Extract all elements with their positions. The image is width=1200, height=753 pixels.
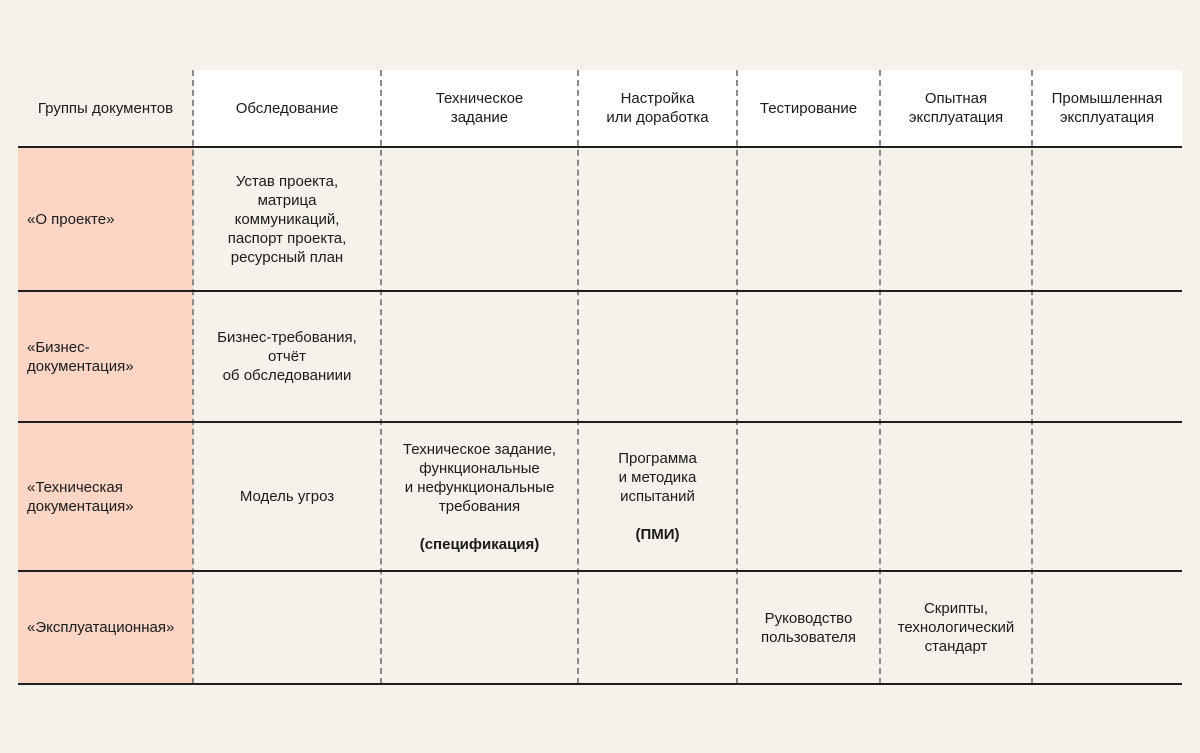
column-divider xyxy=(577,70,579,684)
group-business: «Бизнес- документация» xyxy=(27,338,134,375)
cell-business-survey: Бизнес-требования, отчёт об обследованиии xyxy=(217,329,357,384)
cell-technical-spec xyxy=(381,423,578,570)
cell-project-survey: Устав проекта, матрица коммуникаций, паспорт проекта, ресурсный план xyxy=(227,172,347,266)
header-setup: Настройка или доработка xyxy=(606,90,709,126)
group-operational: «Эксплуатационная» xyxy=(27,619,175,636)
cell-operational-pilot: Скрипты, технологический стандарт xyxy=(897,600,1015,655)
group-project: «О проекте» xyxy=(27,210,115,228)
header-testing: Тестирование xyxy=(759,99,858,117)
header-pilot-operation: Опытная эксплуатация xyxy=(908,90,1004,126)
technical-spec-bold: (спецификация) xyxy=(419,535,540,553)
cell-technical-setup xyxy=(578,423,737,570)
header-production-operation: Промышленная эксплуатация xyxy=(1051,90,1163,126)
group-technical: «Техническая документация» xyxy=(27,478,134,515)
cell-operational-testing: Руководство пользователя xyxy=(761,609,856,646)
row-divider xyxy=(18,683,1182,685)
header-survey: Обследование xyxy=(235,99,339,117)
setup-bold: (ПМИ) xyxy=(635,526,680,543)
header-groups: Группы документов xyxy=(37,99,174,117)
cell-technical-survey: Модель угроз xyxy=(239,488,335,505)
header-technical-task: Техническое задание xyxy=(435,90,524,126)
setup-text: Программа и методика испытаний xyxy=(618,450,697,505)
technical-spec-text: Техническое задание, функциональные и нефункциональные требования xyxy=(402,440,557,515)
